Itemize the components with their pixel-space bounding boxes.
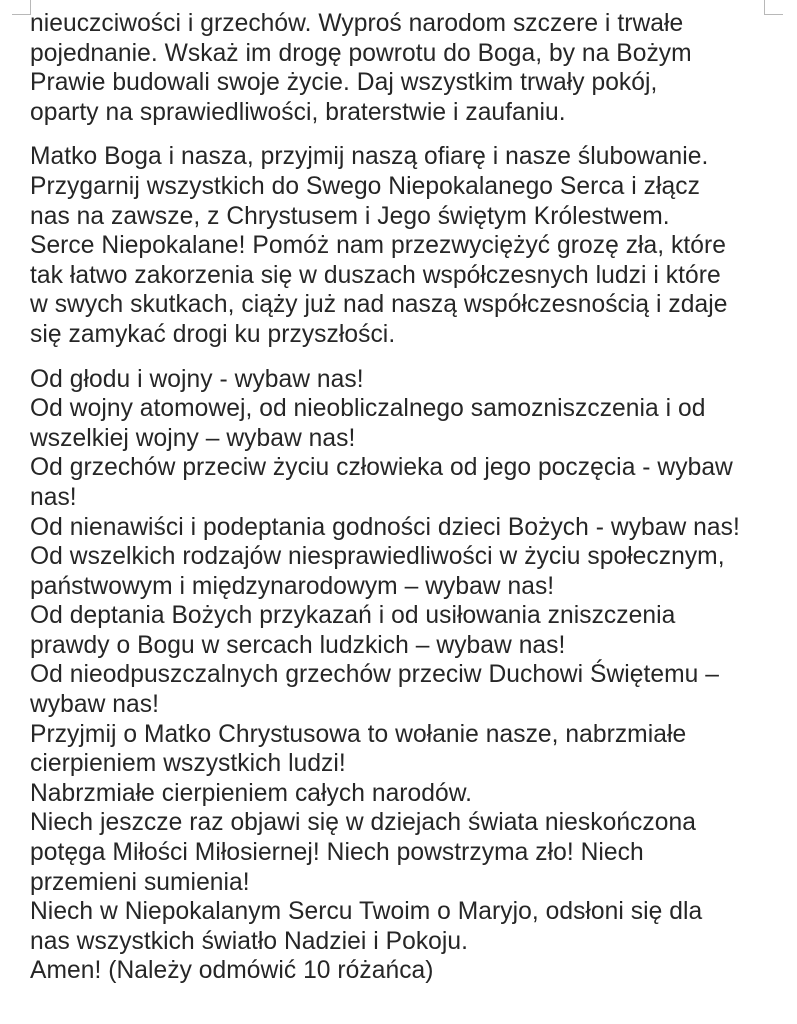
document-text-body <box>30 9 780 1001</box>
text-line: nas! <box>30 483 77 511</box>
text-line: Serce Niepokalane! Pomóż nam przezwyciężyć grozę zła, które <box>30 232 726 260</box>
text-line: tak łatwo zakorzenia się w duszach współczesnych ludzi i które <box>30 261 721 289</box>
text-line: w swych skutkach, ciąży już nad naszą współczesnością i zdaje <box>30 291 728 319</box>
text-line: Od grzechów przeciw życiu człowieka od jego poczęcia - wybaw <box>30 454 733 482</box>
text-line: Niech jeszcze raz objawi się w dziejach świata nieskończona <box>30 809 696 837</box>
text-line: Amen! (Należy odmówić 10 różańca) <box>30 957 434 985</box>
text-line: przemieni sumienia! <box>30 868 250 896</box>
text-line: pojednanie. Wskaż im drogę powrotu do Boga, by na Bożym <box>30 39 692 67</box>
text-line: nas na zawsze, z Chrystusem i Jego świętym Królestwem. <box>30 202 670 230</box>
text-line: się zamykać drogi ku przyszłości. <box>30 320 396 348</box>
text-line: nieuczciwości i grzechów. Wyproś narodom szczere i trwałe <box>30 10 684 37</box>
text-line: państwowym i międzynarodowym – wybaw nas! <box>30 572 555 600</box>
text-line: Niech w Niepokalanym Sercu Twoim o Maryjo, odsłoni się dla <box>30 898 703 926</box>
text-line: Od deptania Bożych przykazań i od usiłowania zniszczenia <box>30 602 676 630</box>
text-line: prawdy o Bogu w sercach ludzkich – wybaw nas! <box>30 631 566 659</box>
text-line: Od wszelkich rodzajów niesprawiedliwości w życiu społecznym, <box>30 543 725 571</box>
text-line: cierpieniem wszystkich ludzi! <box>30 750 346 778</box>
text-line: Przygarnij wszystkich do Swego Niepokalanego Serca i złącz <box>30 172 700 200</box>
text-line: Matko Boga i nasza, przyjmij naszą ofiarę i nasze ślubowanie. <box>30 143 709 171</box>
text-line: nas wszystkich światło Nadziei i Pokoju. <box>30 927 469 955</box>
text-line: oparty na sprawiedliwości, braterstwie i zaufaniu. <box>30 98 566 126</box>
paragraph-1 <box>30 9 780 127</box>
margin-corner-mark-left <box>12 0 31 15</box>
paragraph-2 <box>30 142 780 349</box>
text-line: wszelkiej wojny – wybaw nas! <box>30 424 356 452</box>
text-line: Od głodu i wojny - wybaw nas! <box>30 365 364 393</box>
text-line: Od nienawiści i podeptania godności dzieci Bożych - wybaw nas! <box>30 513 740 541</box>
text-line: Prawie budowali swoje życie. Daj wszystkim trwały pokój, <box>30 69 658 97</box>
text-line: wybaw nas! <box>30 691 159 719</box>
text-line: Od wojny atomowej, od nieobliczalnego samozniszczenia i od <box>30 395 706 423</box>
paragraph-3 <box>30 365 780 986</box>
text-line: Przyjmij o Matko Chrystusowa to wołanie nasze, nabrzmiałe <box>30 720 687 748</box>
text-line: potęga Miłości Miłosiernej! Niech powstrzyma zło! Niech <box>30 839 644 867</box>
text-line: Od nieodpuszczalnych grzechów przeciw Duchowi Świętemu – <box>30 661 720 689</box>
text-line: Nabrzmiałe cierpieniem całych narodów. <box>30 779 473 807</box>
